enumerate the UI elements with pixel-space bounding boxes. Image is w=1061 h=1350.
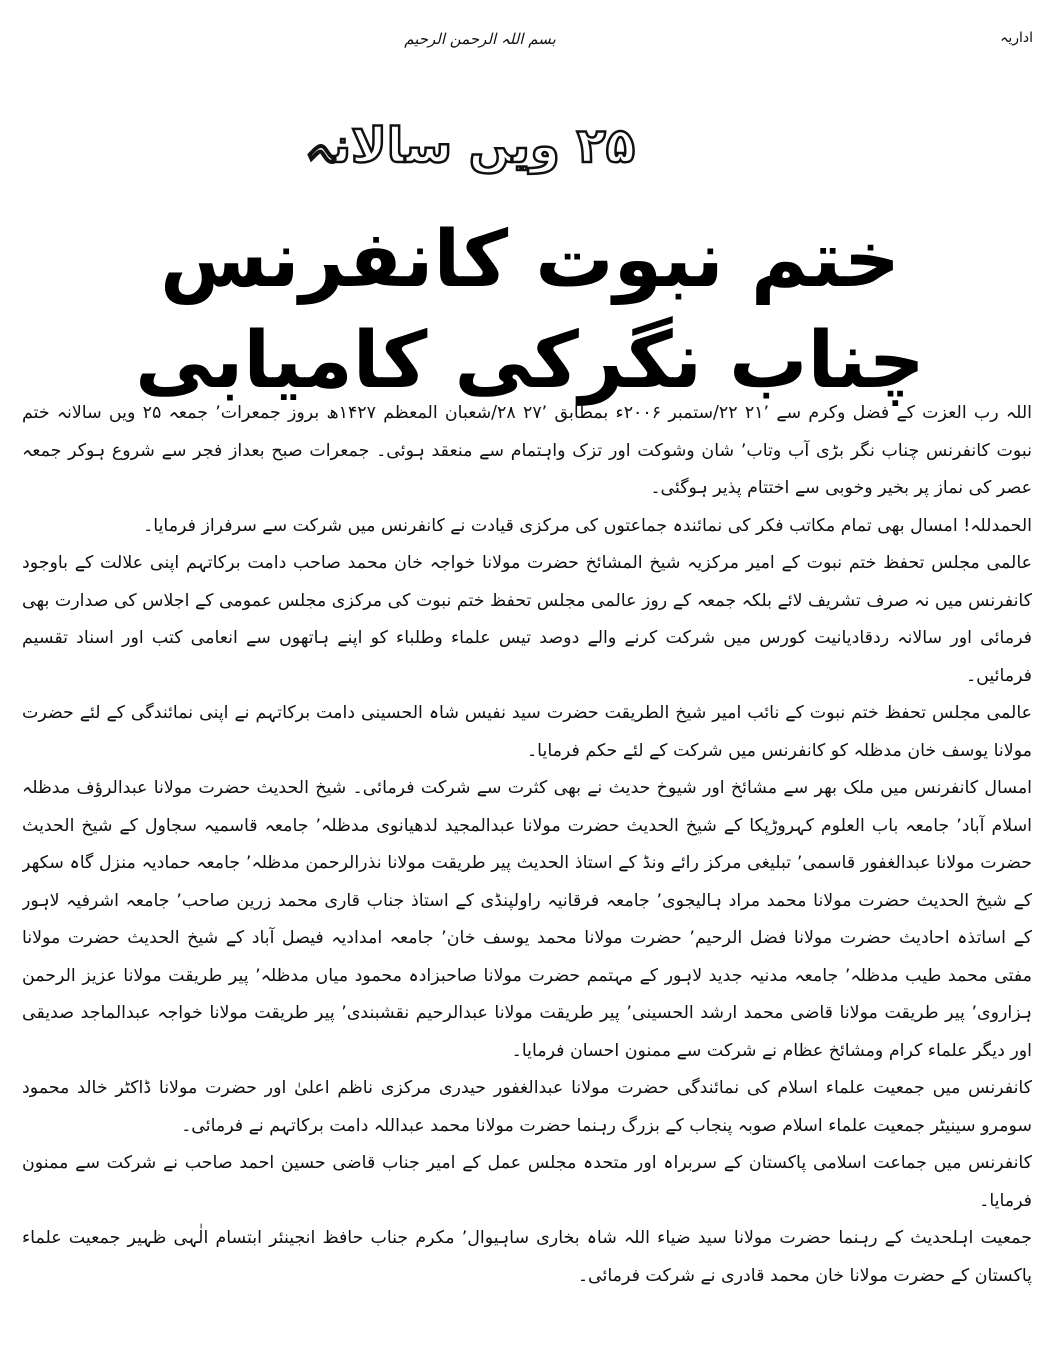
article-paragraph: عالمی مجلس تحفظ ختم نبوت کے نائب امیر شیخ الطریقت حضرت سید نفیس شاہ الحسینی دامت برکاتہم نے اپنی نمائندگی کے لئے حضرت مولانا یوسف خان مدظلہ کو کانفرنس میں شرکت کے لئے حکم فرمایا۔ (22, 703, 1032, 761)
article-body (22, 395, 1032, 1335)
headline-subtitle: ۲۵ ویں سالانہ (304, 118, 636, 174)
section-label: اداریہ (1000, 30, 1033, 46)
headline-title: ختم نبوت کانفرنس چناب نگرکی کامیابی (135, 215, 925, 407)
article-paragraph: جمعیت اہلحدیث کے رہنما حضرت مولانا سید ضیاء اللہ شاہ بخاری ساہیوال٬ مکرم جناب حافظ انجینئر ابتسام الٰہی ظہیر جمعیت علماء پاکستان کے حضرت مولانا خان محمد قادری نے شرکت فرمائی۔ (22, 1228, 1032, 1286)
article-paragraph: کانفرنس میں جماعت اسلامی پاکستان کے سربراہ اور متحدہ مجلس عمل کے امیر جناب قاضی حسین احمد صاحب نے شرکت سے ممنون فرمایا۔ (22, 1153, 1032, 1211)
article-paragraph: اللہ رب العزت کے فضل وکرم سے ۲۱٬ ۲۲/ستمبر ۲۰۰۶ء بمطابق ۲۷٬ ۲۸/شعبان المعظم ۱۴۲۷ھ بروز جمعرات٬ جمعہ ۲۵ ویں سالانہ ختم نبوت کانفرنس چناب نگر بڑی آب وتاب٬ شان وشوکت اور تزک واہتمام سے منعقد ہوئی۔ جمعرات صبح بعداز فجر سے شروع ہوکر جمعہ عصر کی نماز پر بخیر وخوبی سے اختتام پذیر ہوگئی۔ (22, 403, 1032, 498)
article-paragraph: کانفرنس میں جمعیت علماء اسلام کی نمائندگی حضرت مولانا عبدالغفور حیدری مرکزی ناظم اعلیٰ اور حضرت مولانا ڈاکٹر خالد محمود سومرو سینیٹر جمعیت علماء اسلام صوبہ پنجاب کے بزرگ رہنما حضرت مولانا محمد عبداللہ دامت برکاتہم نے فرمائی۔ (22, 1078, 1032, 1136)
article-paragraph: الحمدللہ! امسال بھی تمام مکاتب فکر کی نمائندہ جماعتوں کی مرکزی قیادت نے کانفرنس میں شرکت سے سرفراز فرمایا۔ (143, 515, 1032, 536)
article-paragraph: عالمی مجلس تحفظ ختم نبوت کے امیر مرکزیہ شیخ المشائخ حضرت مولانا خواجہ خان محمد صاحب دامت برکاتہم اپنی علالت کے باوجود کانفرنس میں نہ صرف تشریف لائے بلکہ جمعہ کے روز عالمی مجلس تحفظ ختم نبوت کی مرکزی مجلس عمومی کے اجلاس کی صدارت بھی فرمائی اور سالانہ ردقادیانیت کورس میں شرکت کرنے والے دوصد تیس علماء وطلباء کو اپنے ہاتھوں سے انعامی کتب اور اسناد تقسیم فرمائیں۔ (22, 553, 1032, 686)
bismillah: بسم اللہ الرحمن الرحیم (404, 30, 556, 48)
article-paragraph: امسال کانفرنس میں ملک بھر سے مشائخ اور شیوخ حدیث نے بھی کثرت سے شرکت فرمائی۔ شیخ الحدیث حضرت مولانا عبدالرؤف مدظلہ اسلام آباد٬ جامعہ باب العلوم کہروڑپکا کے شیخ الحدیث حضرت مولانا عبدالمجید لدھیانوی مدظلہ٬ جامعہ قاسمیہ سجاول کے شیخ الحدیث حضرت مولانا عبدالغفور قاسمی٬ تبلیغی مرکز رائے ونڈ کے استاذ الحدیث پیر طریقت مولانا نذرالرحمن مدظلہ٬ جامعہ حمادیہ منزل گاہ سکھر کے شیخ الحدیث حضرت مولانا محمد مراد ہالیجوی٬ جامعہ فرقانیہ راولپنڈی کے استاذ جناب قاری محمد زرین صاحب٬ جامعہ اشرفیہ لاہور کے اساتذہ احادیث حضرت مولانا فضل الرحیم٬ حضرت مولانا محمد یوسف خان٬ جامعہ امدادیہ فیصل آباد کے شیخ الحدیث حضرت مولانا مفتی محمد طیب مدظلہ٬ جامعہ مدنیہ جدید لاہور کے مہتمم حضرت مولانا صاحبزادہ محمود میاں مدظلہ٬ پیر طریقت مولانا عزیز الرحمن ہزاروی٬ پیر طریقت مولانا قاضی محمد ارشد الحسینی٬ پیر طریقت مولانا عبدالرحیم نقشبندی٬ پیر طریقت مولانا خواجہ عبدالماجد صدیقی اور دیگر علماء کرام ومشائخ عظام نے شرکت سے ممنون احسان فرمایا۔ (22, 778, 1032, 1061)
